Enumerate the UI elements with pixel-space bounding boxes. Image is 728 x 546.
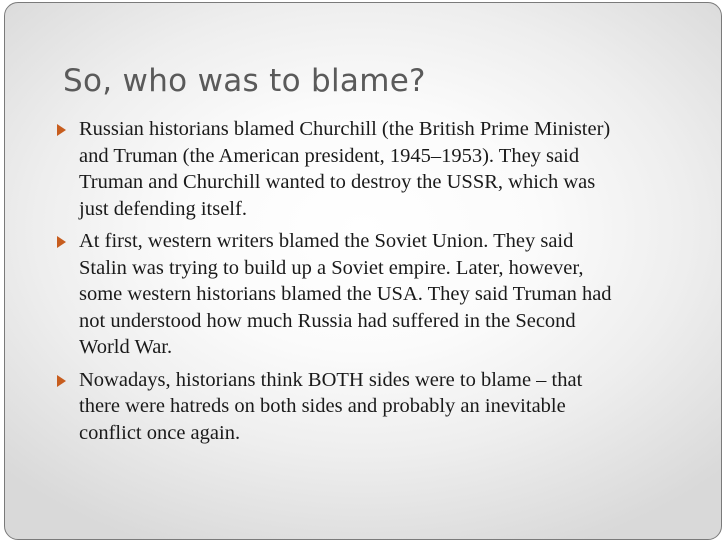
bullet-item <box>57 116 657 222</box>
bullet-text: At first, western writers blamed the Soviet Union. They said Stalin was trying to build up a Soviet empire. Later, however, some western historians blamed the USA. They said Truman had not understood how much Russia had suffered in the Second World War. <box>79 230 612 358</box>
bullet-item <box>57 228 657 361</box>
bullet-arrow-icon <box>57 124 66 136</box>
bullet-text: Nowadays, historians think BOTH sides were to blame – that there were hatreds on both sides and probably an inevitable conflict once again. <box>79 368 583 444</box>
bullet-item <box>57 367 657 447</box>
bullet-arrow-icon <box>57 236 66 248</box>
slide-title: So, who was to blame? <box>63 63 426 99</box>
bullet-list <box>57 116 657 452</box>
bullet-text: Russian historians blamed Churchill (the British Prime Minister) and Truman (the American president, 1945–1953). They said Truman and Churchill wanted to destroy the USSR, which was just defending itself. <box>79 118 611 220</box>
bullet-arrow-icon <box>57 375 66 387</box>
slide <box>4 2 722 540</box>
